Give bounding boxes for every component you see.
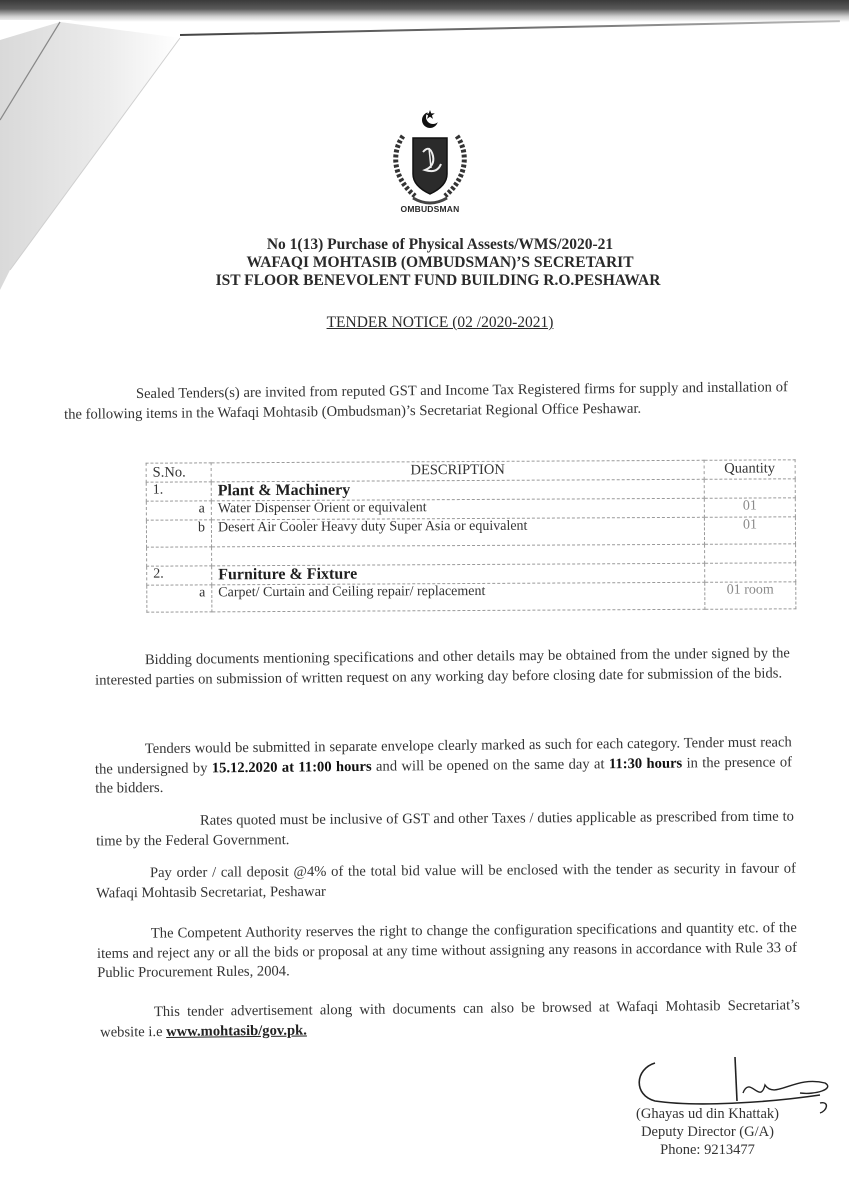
website-text: This tender advertisement along with documents can also be browsed at Wafaqi Mohtasib Secretariat’s website i.e [100, 997, 800, 1041]
opening-time: 11:30 hours [608, 755, 683, 772]
intro-text: Sealed Tenders(s) are invited from reputed GST and Income Tax Registered firms for supply and installation of the following items in the Wafaqi Mohtasib (Ombudsman)’s Secretariat Regional Office Peshawar. [64, 379, 788, 423]
rates-paragraph [96, 808, 794, 852]
item-description: Desert Air Cooler Heavy duty Super Asia or equivalent [211, 517, 704, 547]
category-sno: 2. [147, 566, 212, 585]
item-sub: a [147, 585, 212, 612]
ombudsman-emblem-icon [385, 108, 475, 208]
office-address: IST FLOOR BENEVOLENT FUND BUILDING R.O.PESHAWAR [215, 272, 661, 289]
item-quantity: 01 [704, 498, 795, 517]
competent-authority-paragraph [97, 919, 797, 984]
item-quantity: 01 [704, 517, 795, 544]
notice-title: TENDER NOTICE (02 /2020-2021) [326, 314, 554, 331]
signatory-phone: Phone: 9213477 [660, 1142, 755, 1158]
items-table [146, 459, 797, 612]
tenders-paragraph [95, 733, 793, 799]
website-link[interactable]: www.mohtasib/gov.pk. [166, 1021, 307, 1040]
header-description: DESCRIPTION [211, 460, 704, 482]
intro-paragraph [64, 378, 788, 425]
signatory-block [600, 1105, 815, 1159]
office-name: WAFAQI MOHTASIB (OMBUDSMAN)’S SECRETARIT [246, 254, 634, 271]
bidding-paragraph [95, 644, 790, 690]
item-sub: b [146, 520, 211, 547]
item-description: Carpet/ Curtain and Ceiling repair/ replacement [212, 582, 705, 612]
signatory-designation: Deputy Director (G/A) [641, 1124, 774, 1140]
bidding-text: Bidding documents mentioning specifications and other details may be obtained from the under signed by the interested parties on submission of written request on any working day before closing date for submission of the bids. [95, 645, 790, 689]
item-sub: a [146, 501, 211, 520]
pay-order-paragraph [96, 860, 796, 904]
tenders-text: and will be opened on the same day at [371, 755, 609, 775]
table-row [147, 582, 796, 612]
website-paragraph [100, 996, 800, 1042]
emblem-label: OMBUDSMAN [400, 204, 460, 214]
item-quantity: 01 room [705, 582, 796, 609]
signatory-name: (Ghayas ud din Khattak) [636, 1106, 779, 1122]
pay-order-text: Pay order / call deposit @4% of the total bid value will be enclosed with the tender as security in favour of Wafaqi Mohtasib Secretariat, Peshawar [96, 860, 796, 901]
reference-number: No 1(13) Purchase of Physical Assests/WMS/2020-21 [266, 236, 614, 253]
competent-authority-text: The Competent Authority reserves the right to change the configuration specifications and quantity etc. of the items and reject any or all the bids or proposal at any time without assigning any reasons in accordance with Rule 33 of Public Procurement Rules, 2004. [96, 919, 798, 982]
tenders-text: Tenders would be submitted in separate envelope clearly marked as such for each category. Tender must reach the undersigned by [94, 734, 792, 778]
header-sno: S.No. [146, 463, 211, 482]
closing-deadline: 15.12.2020 at 11:00 hours [211, 758, 372, 776]
rates-text: Rates quoted must be inclusive of GST and other Taxes / duties applicable as prescribed from time to time by the Federal Government. [96, 808, 794, 849]
category-name: Furniture & Fixture [212, 563, 705, 585]
category-name: Plant & Machinery [211, 479, 704, 501]
table-row [146, 517, 795, 547]
tenders-text: in the presence of the bidders. [95, 753, 793, 797]
category-sno: 1. [146, 482, 211, 501]
header-quantity: Quantity [704, 460, 795, 479]
item-description: Water Dispenser Orient or equivalent [211, 498, 704, 520]
